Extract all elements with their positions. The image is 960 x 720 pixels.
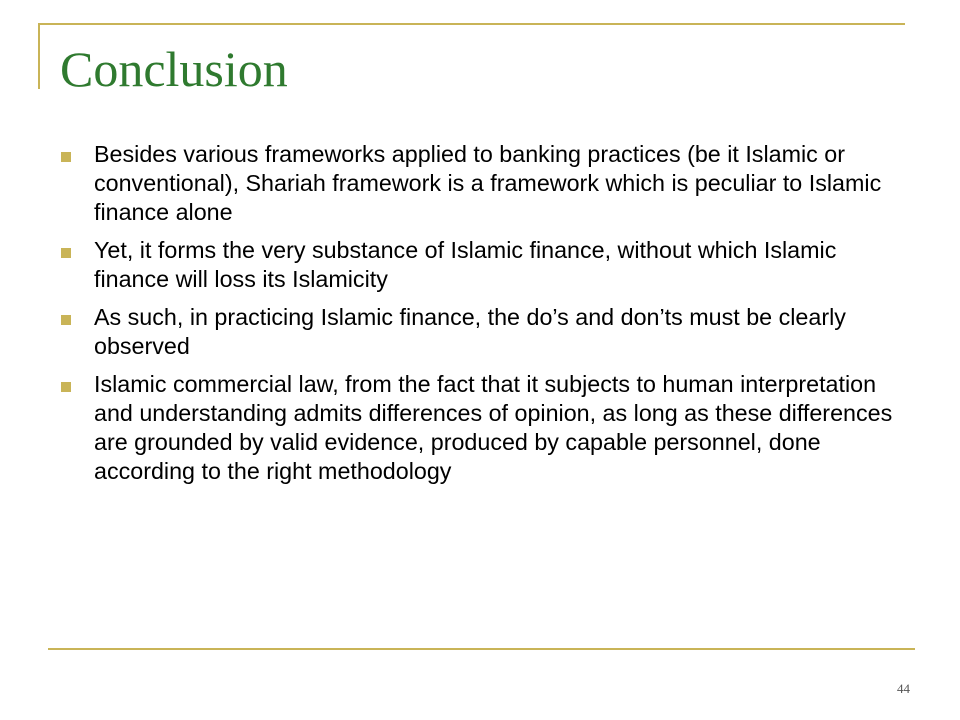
slide-title: Conclusion (60, 41, 288, 97)
bullet-item (60, 370, 910, 486)
square-bullet-icon (61, 315, 71, 325)
bullet-item (60, 236, 910, 294)
bullet-list (60, 140, 910, 495)
square-bullet-icon (61, 152, 71, 162)
square-bullet-icon (61, 248, 71, 258)
page-number: 44 (897, 681, 910, 696)
bullet-text: As such, in practicing Islamic finance, the do’s and don’ts must be clearly observed (94, 304, 846, 359)
frame-left-line (38, 23, 40, 89)
bullet-item (60, 140, 910, 227)
bullet-text: Yet, it forms the very substance of Islamic finance, without which Islamic finance will loss its Islamicity (94, 237, 837, 292)
frame-bottom-line (48, 648, 915, 650)
bullet-item (60, 303, 910, 361)
bullet-text: Islamic commercial law, from the fact that it subjects to human interpretation and understanding admits differences of opinion, as long as these differences are grounded by valid evidence, produced by capable personnel, done according to the right methodology (94, 371, 893, 484)
square-bullet-icon (61, 382, 71, 392)
frame-top-line (38, 23, 905, 25)
bullet-text: Besides various frameworks applied to banking practices (be it Islamic or conventional), Shariah framework is a framework which is peculiar to Islamic finance alone (94, 141, 882, 225)
